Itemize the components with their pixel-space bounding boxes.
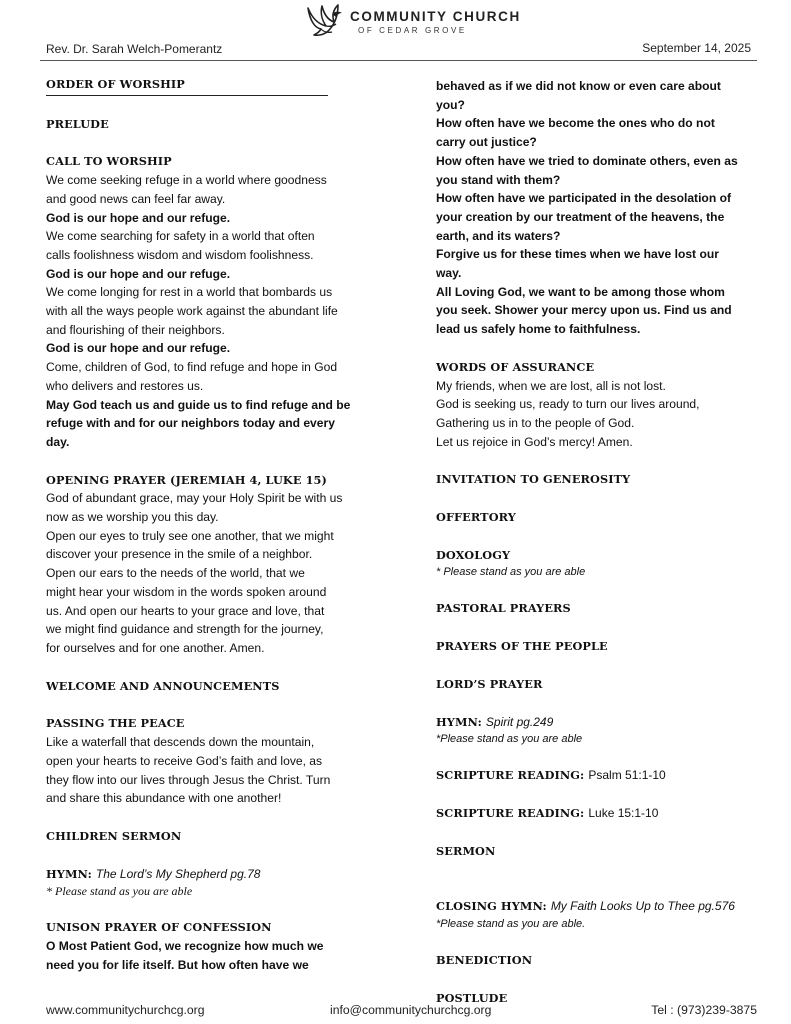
text-line: they flow into our lives through Jesus the Christ. Turn xyxy=(46,772,331,787)
scripture-passage: Psalm 51:1-10 xyxy=(588,768,666,783)
closing-hymn-heading xyxy=(436,897,766,916)
hymn-title: The Lord’s My Shepherd pg.78 xyxy=(95,866,261,881)
confession-line: How often have we participated in the desolation of xyxy=(436,191,731,206)
hymn-label: HYMN: xyxy=(46,866,92,881)
text-line: might hear your wisdom in the words spoken around xyxy=(46,584,327,599)
text-line: open your hearts to receive God’s faith and love, as xyxy=(46,753,323,768)
confession-line: need you for life itself. But how often have we xyxy=(46,957,309,972)
pastoral-prayers-heading: PASTORAL PRAYERS xyxy=(436,601,571,616)
service-date: September 14, 2025 xyxy=(642,41,751,55)
prelude-heading: PRELUDE xyxy=(46,116,109,131)
confession-continued xyxy=(436,77,766,339)
confession-line: way. xyxy=(436,266,462,281)
response-line: God is our hope and our refuge. xyxy=(46,266,231,281)
confession-line: How often have we become the ones who do not xyxy=(436,116,715,131)
confession-line: you seek. Shower your mercy upon us. Find us and xyxy=(436,303,732,318)
confession-line: you stand with them? xyxy=(436,172,561,187)
footer-website[interactable]: www.communitychurchcg.org xyxy=(46,1003,205,1017)
confession-line: Forgive us for these times when we have lost our xyxy=(436,247,719,262)
text-line: Let us rejoice in God’s mercy! Amen. xyxy=(436,434,633,449)
footer-email[interactable]: info@communitychurchcg.org xyxy=(330,1003,492,1017)
doxology-heading: DOXOLOGY xyxy=(436,547,511,562)
opening-prayer-text xyxy=(46,489,376,657)
confession-line: you? xyxy=(436,97,465,112)
stand-note: *Please stand as you are able. xyxy=(436,918,586,931)
text-line: now as we worship you this day. xyxy=(46,510,219,525)
passing-peace-text xyxy=(46,733,376,808)
response-line: refuge with and for our neighbors today and every xyxy=(46,416,335,431)
text-line: Like a waterfall that descends down the mountain, xyxy=(46,735,315,750)
text-line: and share this abundance with one another! xyxy=(46,791,282,806)
pastor-name: Rev. Dr. Sarah Welch-Pomerantz xyxy=(46,42,223,56)
text-line: We come seeking refuge in a world where goodness xyxy=(46,173,327,188)
confession-line: earth, and its waters? xyxy=(436,228,561,243)
response-line: God is our hope and our refuge. xyxy=(46,210,231,225)
benediction-heading: BENEDICTION xyxy=(436,953,533,968)
generosity-heading: INVITATION TO GENEROSITY xyxy=(436,472,631,487)
call-to-worship-text xyxy=(46,171,376,452)
stand-note: * Please stand as you are able xyxy=(46,884,193,899)
text-line: God of abundant grace, may your Holy Spirit be with us xyxy=(46,491,343,506)
scripture-passage: Luke 15:1-10 xyxy=(588,805,659,820)
text-line: God is seeking us, ready to turn our lives around, xyxy=(436,397,700,412)
offertory-heading: OFFERTORY xyxy=(436,510,516,525)
text-line: who delivers and restores us. xyxy=(46,378,204,393)
closing-hymn-label: CLOSING HYMN: xyxy=(436,899,547,914)
text-line: and good news can feel far away. xyxy=(46,191,226,206)
text-line: Open our eyes to truly see one another, that we might xyxy=(46,528,334,543)
scripture-reading-1 xyxy=(436,766,766,785)
response-line: day. xyxy=(46,434,70,449)
passing-peace-heading: PASSING THE PEACE xyxy=(46,716,185,731)
welcome-heading: WELCOME AND ANNOUNCEMENTS xyxy=(46,678,280,693)
text-line: discover your presence in the smile of a neighbor. xyxy=(46,547,313,562)
text-line: Come, children of God, to find refuge and hope in God xyxy=(46,360,338,375)
header-divider xyxy=(40,60,757,61)
assurance-heading: WORDS OF ASSURANCE xyxy=(436,359,595,374)
scripture-reading-2 xyxy=(436,804,766,823)
lords-prayer-heading: LORD’S PRAYER xyxy=(436,676,543,691)
church-subtitle: OF CEDAR GROVE xyxy=(358,26,467,35)
dove-icon xyxy=(302,2,346,42)
text-line: us. And open our hearts to your grace and love, that xyxy=(46,603,325,618)
closing-hymn-title: My Faith Looks Up to Thee pg.576 xyxy=(550,899,735,914)
hymn-label: HYMN: xyxy=(436,714,482,729)
right-column xyxy=(436,77,766,1008)
postlude-heading: POSTLUDE xyxy=(436,990,508,1005)
text-line: Gathering us in to the people of God. xyxy=(436,415,635,430)
confession-line: All Loving God, we want to be among those whom xyxy=(436,284,725,299)
opening-prayer-heading: OPENING PRAYER (JEREMIAH 4, LUKE 15) xyxy=(46,472,327,487)
text-line: with all the ways people work against the abundant life xyxy=(46,304,338,319)
text-line: and flourishing of their neighbors. xyxy=(46,322,225,337)
hymn-heading xyxy=(46,865,376,884)
confession-heading: UNISON PRAYER OF CONFESSION xyxy=(46,920,272,935)
confession-line: carry out justice? xyxy=(436,135,537,150)
text-line: for ourselves and for one another. Amen. xyxy=(46,640,265,655)
children-sermon-heading: CHILDREN SERMON xyxy=(46,828,182,843)
text-line: we might find guidance and strength for the journey, xyxy=(46,622,324,637)
prayers-people-heading: PRAYERS OF THE PEOPLE xyxy=(436,639,608,654)
confession-line: How often have we tried to dominate others, even as xyxy=(436,153,738,168)
response-line: God is our hope and our refuge. xyxy=(46,341,231,356)
confession-line: your creation by our treatment of the heavens, the xyxy=(436,209,725,224)
text-line: My friends, when we are lost, all is not lost. xyxy=(436,378,666,393)
text-line: We come longing for rest in a world that bombards us xyxy=(46,285,333,300)
church-logo xyxy=(302,2,542,42)
left-column xyxy=(46,75,376,974)
scripture-label: SCRIPTURE READING: xyxy=(436,768,585,783)
assurance-text xyxy=(436,377,766,452)
footer-phone: Tel : (973)239-3875 xyxy=(651,1003,757,1017)
call-to-worship-heading: CALL TO WORSHIP xyxy=(46,154,172,169)
church-name: COMMUNITY CHURCH xyxy=(350,9,521,24)
hymn-title: Spirit pg.249 xyxy=(485,714,554,729)
stand-note: *Please stand as you are able xyxy=(436,733,583,746)
text-line: Open our ears to the needs of the world, that we xyxy=(46,566,305,581)
response-line: May God teach us and guide us to find refuge and be xyxy=(46,397,351,412)
confession-line: lead us safely home to faithfulness. xyxy=(436,322,641,337)
scripture-label: SCRIPTURE READING: xyxy=(436,805,585,820)
confession-line: O Most Patient God, we recognize how much we xyxy=(46,939,324,954)
sermon-heading: SERMON xyxy=(436,843,496,858)
hymn-heading xyxy=(436,713,766,732)
order-of-worship-title: ORDER OF WORSHIP xyxy=(46,75,328,96)
stand-note: * Please stand as you are able xyxy=(436,566,586,579)
text-line: We come searching for safety in a world that often xyxy=(46,229,315,244)
text-line: calls foolishness wisdom and wisdom foolishness. xyxy=(46,247,314,262)
confession-line: behaved as if we did not know or even care about xyxy=(436,79,721,93)
